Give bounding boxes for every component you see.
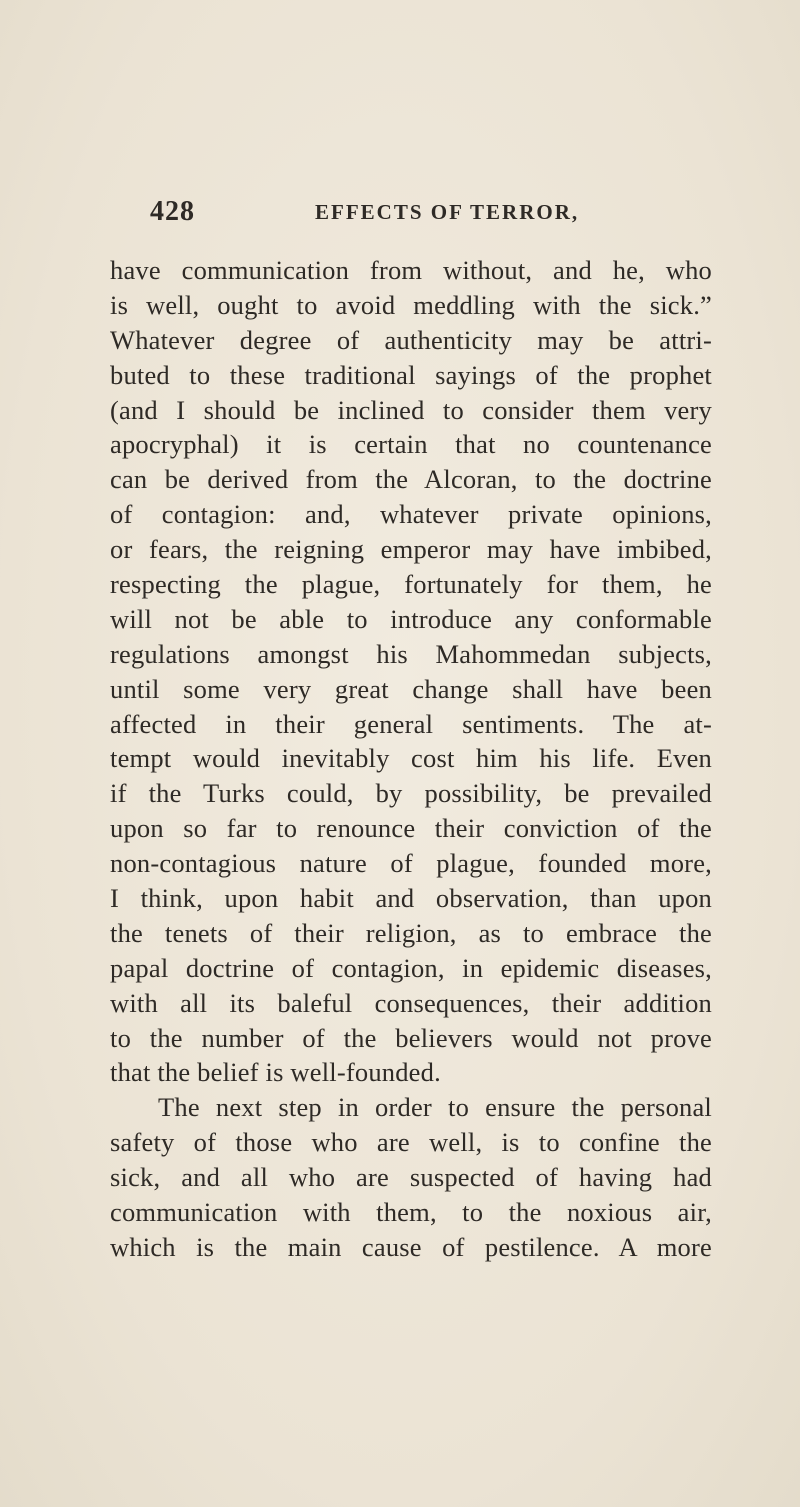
- text-line: or fears, the reigning emperor may have imbibed,: [110, 534, 712, 565]
- text-line: of contagion: and, whatever private opinions,: [110, 499, 712, 530]
- text-line: will not be able to introduce any conformable: [110, 603, 712, 634]
- text-line: Whatever degree of authenticity may be attri-: [110, 324, 712, 355]
- text-line: safety of those who are well, is to confine the: [110, 1127, 712, 1158]
- text-line: communication with them, to the noxious air,: [110, 1197, 712, 1228]
- text-line: with all its baleful consequences, their addition: [110, 987, 712, 1018]
- text-line: until some very great change shall have been: [110, 673, 712, 704]
- text-line: I think, upon habit and observation, than upon: [110, 883, 712, 914]
- text-line: buted to these traditional sayings of the prophet: [110, 359, 712, 390]
- text-line: can be derived from the Alcoran, to the doctrine: [110, 464, 712, 495]
- page-number: 428: [150, 196, 195, 227]
- text-line: to the number of the believers would not prove: [110, 1022, 712, 1053]
- text-line: apocryphal) it is certain that no countenance: [110, 429, 712, 460]
- text-line: if the Turks could, by possibility, be prevailed: [110, 778, 712, 809]
- text-line: is well, ought to avoid meddling with the sick.”: [110, 289, 712, 320]
- text-line: affected in their general sentiments. The at-: [110, 708, 712, 739]
- text-line: have communication from without, and he, who: [110, 255, 712, 285]
- text-line: non-contagious nature of plague, founded more,: [110, 848, 712, 879]
- text-line: sick, and all who are suspected of having had: [110, 1162, 712, 1193]
- text-line: the tenets of their religion, as to embrace the: [110, 917, 712, 948]
- text-line: regulations amongst his Mahommedan subjects,: [110, 638, 712, 669]
- text-line: upon so far to renounce their conviction of the: [110, 813, 712, 844]
- text-line: which is the main cause of pestilence. A more: [110, 1231, 712, 1262]
- text-line: respecting the plague, fortunately for them, he: [110, 569, 712, 600]
- running-head: [150, 196, 710, 236]
- body-text: [110, 253, 712, 1265]
- running-title: EFFECTS OF TERROR,: [315, 200, 580, 224]
- paragraph-start-line: The next step in order to ensure the personal: [158, 1092, 712, 1123]
- text-line: tempt would inevitably cost him his life. Even: [110, 743, 712, 774]
- paragraph-end-line: that the belief is well-founded.: [110, 1057, 441, 1088]
- text-line: papal doctrine of contagion, in epidemic diseases,: [110, 952, 712, 983]
- text-line: (and I should be inclined to consider them very: [110, 394, 712, 425]
